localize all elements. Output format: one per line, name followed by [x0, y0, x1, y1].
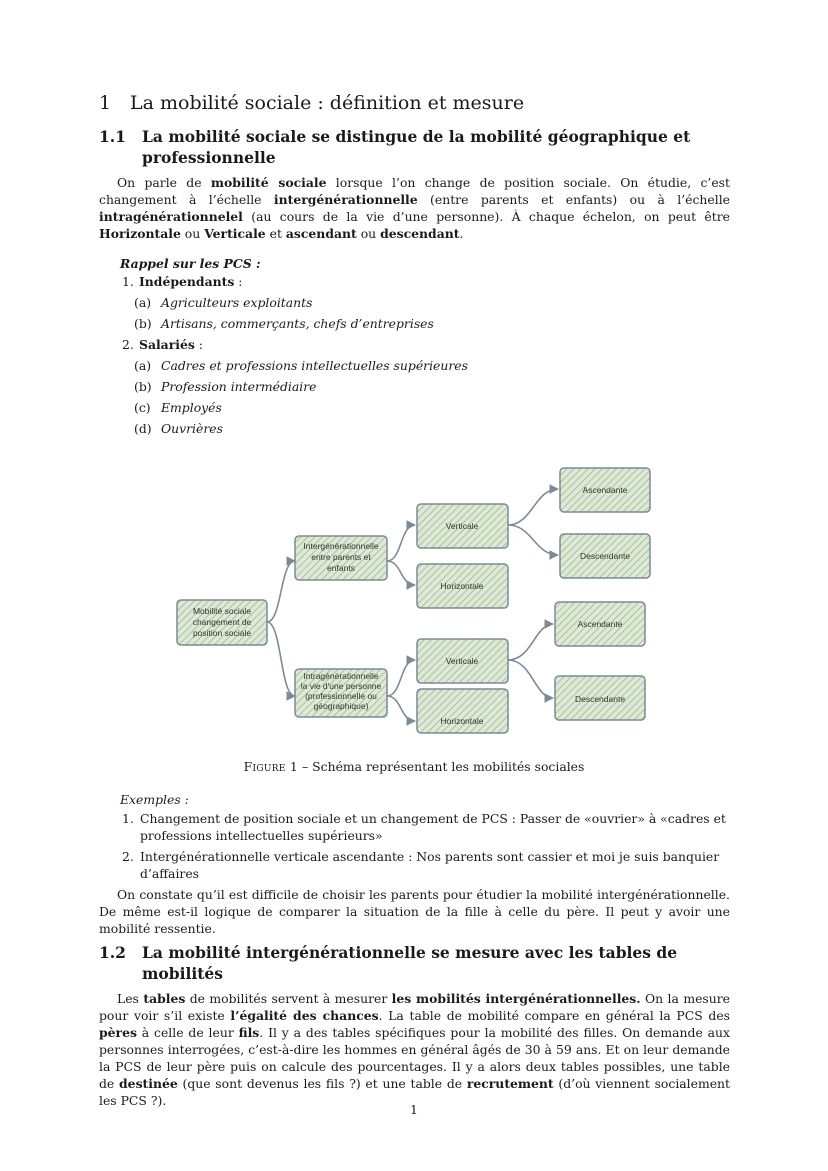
svg-text:Horizontale: Horizontale [440, 581, 484, 591]
list-item: (a) Cadres et professions intellectuelles supérieures [134, 358, 468, 373]
examples-list [99, 810, 730, 882]
list-item: (b) Artisans, commerçants, chefs d’entreprises [134, 316, 434, 331]
connector-intra-verticale [387, 660, 415, 696]
connector-inter-horizontale [387, 561, 415, 585]
node-ascendante-1 [560, 468, 650, 512]
subsection-heading-1-1: 1.1 La mobilité sociale se distingue de la mobilité géographique et professionnelle [99, 127, 691, 167]
node-intragenerationnelle [295, 669, 387, 717]
mobility-diagram [175, 464, 655, 734]
connector-v1-descendante [508, 525, 558, 555]
examples-block [99, 792, 730, 937]
examples-title: Exemples : [120, 792, 189, 807]
list-item: (a) Agriculteurs exploitants [134, 295, 313, 310]
node-root-line: position sociale [192, 628, 252, 638]
node-verticale-1 [417, 504, 508, 548]
intro-paragraph: On parle de mobilité sociale lorsque l’on change de position sociale. On étudie, c’est changement à l’échelle intergénérationnelle (entre parents et enfants) ou à l’échelle intragénérationnelel (au cours de la vie d’une personne). À chaque échelon, on peut être Horizontale ou Verticale et ascendant ou descendant. [99, 175, 730, 241]
pcs-list [99, 271, 730, 439]
list-item: 1. Changement de position sociale et un changement de PCS : Passer de «ouvrier» à «cadres et professions intellectuelles supérieurs» [122, 811, 726, 843]
svg-text:Horizontale: Horizontale [440, 716, 484, 726]
list-item: (c) Employés [134, 400, 222, 415]
svg-text:Verticale: Verticale [445, 656, 479, 666]
list-item: 1. Indépendants : [122, 274, 243, 289]
rappel-title: Rappel sur les PCS : [120, 256, 261, 271]
node-inter-line: Intergénérationnelle [303, 541, 379, 551]
node-root [177, 600, 267, 645]
node-intra-line: géographique) [313, 701, 369, 711]
node-intra-line: Intragénérationnelle [303, 671, 379, 681]
list-item: 2. Intergénérationnelle verticale ascendante : Nos parents sont cassier et moi je suis banquier d’affaires [122, 849, 720, 881]
examples-paragraph: On constate qu’il est difficile de choisir les parents pour étudier la mobilité intergénérationnelle. De même est-il logique de comparer la situation de la fille à celle du père. Il peut y avoir une mobilité ressentie. [99, 887, 730, 936]
list-item: (d) Ouvrières [134, 421, 223, 436]
list-item: 2. Salariés : [122, 337, 203, 352]
node-intra-line: (professionnelle ou [305, 691, 377, 701]
list-item: (b) Profession intermédiaire [134, 379, 317, 394]
node-descendante-1 [560, 534, 650, 578]
page-number: 1 [410, 1102, 418, 1117]
svg-text:Descendante: Descendante [574, 694, 626, 704]
connector-inter-verticale [387, 525, 415, 561]
subsection-heading-1-2: 1.2 La mobilité intergénérationnelle se mesure avec les tables de mobilités [99, 943, 678, 983]
node-inter-line: enfants [327, 563, 355, 573]
connector-v2-ascendante [508, 624, 553, 660]
connector-intra-horizontale [387, 696, 415, 721]
node-ascendante-2 [555, 602, 645, 646]
tables-paragraph: Les tables de mobilités servent à mesurer les mobilités intergénérationnelles. On la mesure pour voir s’il existe l’égalité des chances. La table de mobilité compare en général la PCS des pères à celle de leur fils. Il y a des tables spécifiques pour la mobilité des filles. On demande aux personnes interrogées, c’est-à-dire les hommes en général âgés de 30 à 59 ans. Et on leur demande la PCS de leur père puis on calcule des pourcentages. Il y a alors deux tables possibles, une table de destinée (que sont devenus les fils ?) et une table de recrutement (d’où viennent socialement les PCS ?). [99, 991, 731, 1108]
page-content [99, 92, 730, 439]
node-root-line: Mobilité sociale [192, 606, 252, 616]
svg-text:Ascendante: Ascendante [577, 619, 623, 629]
connector-root-inter [267, 561, 295, 622]
node-descendante-2 [555, 676, 645, 720]
node-intra-line: la vie d'une personne [300, 681, 382, 691]
connector-v1-ascendante [508, 489, 558, 525]
node-intergenerationnelle [295, 536, 387, 580]
node-verticale-2 [417, 639, 508, 683]
figure-caption: Figure 1 – Schéma représentant les mobilités sociales [243, 759, 585, 774]
node-horizontale-1 [417, 564, 508, 608]
node-inter-line: entre parents et [311, 552, 371, 562]
connector-v2-descendante [508, 660, 553, 698]
svg-text:Ascendante: Ascendante [582, 485, 628, 495]
svg-text:Verticale: Verticale [445, 521, 479, 531]
connector-root-intra [267, 622, 295, 696]
svg-text:Descendante: Descendante [579, 551, 631, 561]
section-1-2 [99, 942, 730, 1109]
section-heading: 1 La mobilité sociale : définition et mesure [99, 92, 525, 114]
node-root-line: changement de [192, 617, 252, 627]
node-horizontale-2 [417, 689, 508, 733]
